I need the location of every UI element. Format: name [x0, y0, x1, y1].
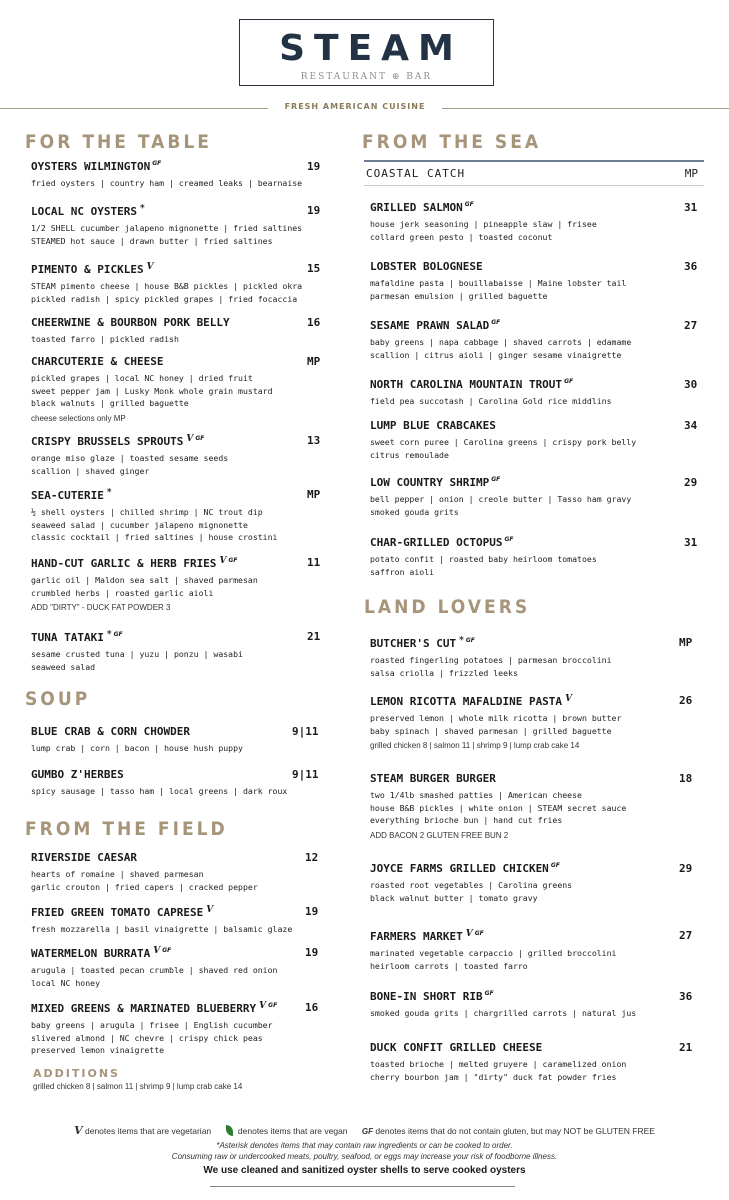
item-price: MP — [679, 636, 693, 649]
description-line: heirloom carrots | toasted farro — [370, 960, 528, 971]
description-line: arugula | toasted pecan crumble | shaved red onion — [31, 965, 278, 975]
vegan-leaf-icon — [226, 1125, 233, 1136]
item-name — [370, 772, 626, 785]
item-name-text: FRIED GREEN TOMATO CAPRESE — [31, 906, 204, 919]
description-line: baby greens | arugula | frisee | English cucumber — [31, 1020, 273, 1030]
vegetarian-icon: V — [74, 1124, 83, 1137]
item-price: 19 — [307, 204, 321, 217]
menu-item — [31, 630, 243, 673]
item-name — [31, 262, 302, 276]
raw-asterisk-icon: * — [106, 630, 112, 640]
description-line: marinated vegetable carpaccio | grilled broccolini — [370, 948, 617, 958]
item-name — [370, 862, 572, 875]
menu-item — [31, 768, 287, 798]
description-line: local NC honey — [31, 977, 101, 988]
gluten-free-icon: GF — [228, 557, 238, 564]
item-description — [31, 1019, 277, 1057]
description-line: pickled grapes | local NC honey | dried fruit — [31, 373, 253, 383]
item-price: 9|11 — [292, 768, 319, 781]
item-name — [31, 851, 258, 864]
additions-label: ADDITIONS — [33, 1067, 120, 1080]
item-description — [31, 506, 277, 544]
gluten-free-icon: GF — [504, 536, 514, 543]
item-description — [31, 964, 277, 989]
description-line: preserved lemon | whole milk ricotta | brown butter — [370, 713, 622, 723]
description-line: classic cocktail | fried saltines | house crostini — [31, 532, 278, 542]
logo-subtitle: RESTAURANT ⊕ BAR — [300, 72, 433, 82]
item-name-text: MIXED GREENS & MARINATED BLUEBERRY — [31, 1002, 257, 1015]
item-name-text: TUNA TATAKI — [31, 631, 104, 644]
description-line: everything brioche bun | hand cut fries — [370, 815, 563, 825]
item-description — [370, 1007, 636, 1020]
item-description — [370, 654, 612, 679]
item-name — [31, 355, 273, 368]
item-price: 21 — [307, 630, 321, 643]
item-name — [31, 556, 258, 570]
menu-item — [370, 636, 612, 679]
item-price: MP — [307, 488, 321, 501]
description-line: fresh mozzarella | basil vinaigrette | balsamic glaze — [31, 924, 293, 934]
gluten-free-icon: GF — [474, 930, 484, 937]
description-line: preserved lemon vinaigrette — [31, 1045, 165, 1055]
vegetarian-icon: V — [565, 694, 573, 704]
raw-asterisk-icon: * — [139, 204, 145, 214]
vegetarian-icon: V — [219, 556, 227, 566]
item-price: 29 — [684, 476, 698, 489]
description-line: baby spinach | shaved parmesan | grilled baguette — [370, 725, 612, 736]
item-price: 9|11 — [292, 725, 319, 738]
description-line: seaweed salad — [31, 661, 96, 672]
item-name — [370, 378, 612, 391]
item-name — [370, 536, 597, 549]
description-line: citrus remoulade — [370, 449, 449, 460]
item-description — [31, 923, 292, 936]
logo-box — [239, 19, 494, 86]
menu-item — [31, 204, 302, 247]
description-line: scallion | shaved ginger — [31, 465, 150, 476]
item-name — [31, 905, 292, 919]
description-line: orange miso glaze | toasted sesame seeds — [31, 453, 229, 463]
section-for-the-table: FOR THE TABLE — [25, 131, 212, 153]
item-description — [370, 712, 621, 737]
item-name-text: OYSTERS WILMINGTON — [31, 160, 151, 173]
item-description — [31, 648, 243, 673]
gluten-free-icon: GF — [361, 1127, 374, 1136]
legend-vegan-text: denotes items that are vegan — [237, 1126, 348, 1136]
item-name-text: GRILLED SALMON — [370, 201, 463, 214]
description-line: garlic oil | Maldon sea salt | shaved parmesan — [31, 575, 258, 585]
gluten-free-icon: GF — [465, 637, 475, 644]
section-land-lovers: LAND LOVERS — [364, 596, 531, 618]
menu-item — [370, 260, 626, 302]
description-line: saffron aioli — [370, 566, 435, 577]
section-soup: SOUP — [25, 688, 91, 710]
item-note: cheese selections only MP — [31, 413, 126, 423]
description-line: ½ shell oysters | chilled shrimp | NC trout dip — [31, 507, 263, 517]
item-price: 36 — [679, 990, 693, 1003]
item-name — [370, 201, 597, 214]
legend-vegetarian-text: denotes items that are vegetarian — [84, 1126, 212, 1136]
section-from-the-sea: FROM THE SEA — [362, 131, 542, 153]
menu-item — [31, 488, 277, 544]
divider — [0, 108, 268, 109]
divider — [210, 1186, 515, 1187]
item-name — [370, 419, 636, 432]
asterisk-note: *Asterisk denotes items that may contain raw ingredients or can be cooked to order. — [216, 1141, 513, 1150]
description-line: scallion | citrus aioli | ginger sesame vinaigrette — [370, 349, 622, 360]
vegetarian-icon: V — [153, 946, 161, 956]
item-name — [31, 1001, 277, 1015]
description-line: smoked gouda grits — [370, 506, 459, 517]
vegetarian-icon: V — [259, 1001, 267, 1011]
item-name-text: NORTH CAROLINA MOUNTAIN TROUT — [370, 378, 563, 391]
item-name — [370, 929, 616, 943]
item-name — [370, 990, 636, 1003]
description-line: STEAM pimento cheese | house B&B pickles | pickled okra — [31, 281, 303, 291]
item-name — [370, 319, 631, 332]
item-name — [370, 476, 631, 489]
coastal-catch-label: COASTAL CATCH — [366, 167, 466, 180]
item-name-text: CHEERWINE & BOURBON PORK BELLY — [31, 316, 230, 329]
item-description — [31, 280, 302, 305]
item-name-text: BUTCHER'S CUT — [370, 637, 457, 650]
description-line: hearts of romaine | shaved parmesan — [31, 869, 204, 879]
description-line: sweet corn puree | Carolina greens | crispy pork belly — [370, 437, 637, 447]
item-price: 12 — [305, 851, 319, 864]
item-name-text: RIVERSIDE CAESAR — [31, 851, 137, 864]
description-line: 1/2 SHELL cucumber jalapeno mignonette | fried saltines — [31, 223, 303, 233]
gluten-free-icon: GF — [113, 631, 123, 638]
item-description — [370, 218, 597, 243]
item-name-text: STEAM BURGER BURGER — [370, 772, 496, 785]
item-name-text: SESAME PRAWN SALAD — [370, 319, 490, 332]
item-description — [370, 336, 631, 361]
menu-item — [370, 862, 572, 904]
description-line: salsa criolla | frizzled leeks — [370, 667, 518, 678]
item-price: 18 — [679, 772, 693, 785]
item-description — [370, 789, 626, 827]
item-description — [370, 879, 572, 904]
item-name-text: LOW COUNTRY SHRIMP — [370, 476, 490, 489]
item-name — [31, 488, 277, 502]
item-name — [370, 260, 626, 273]
description-line: spicy sausage | tasso ham | local greens | dark roux — [31, 786, 288, 796]
item-name — [31, 725, 243, 738]
gluten-free-icon: GF — [268, 1002, 278, 1009]
gluten-free-icon: GF — [464, 201, 474, 208]
description-line: smoked gouda grits | chargrilled carrots | natural jus — [370, 1008, 637, 1018]
description-line: house jerk seasoning | pineapple slaw | frisee — [370, 219, 597, 229]
item-name-text: SEA-CUTERIE — [31, 489, 104, 502]
item-price: 21 — [679, 1041, 693, 1054]
description-line: bell pepper | onion | creole butter | Tasso ham gravy — [370, 494, 632, 504]
item-name-text: LEMON RICOTTA MAFALDINE PASTA — [370, 695, 563, 708]
item-name-text: LOCAL NC OYSTERS — [31, 205, 137, 218]
vegetarian-icon: V — [206, 905, 214, 915]
item-price: 31 — [684, 201, 698, 214]
description-line: garlic crouton | fried capers | cracked pepper — [31, 881, 258, 892]
vegetarian-icon: V — [146, 262, 154, 272]
item-description — [370, 436, 636, 461]
description-line: parmesan emulsion | grilled baguette — [370, 290, 548, 301]
item-price: 19 — [305, 905, 319, 918]
item-name — [31, 434, 228, 448]
item-name-text: PIMENTO & PICKLES — [31, 263, 144, 276]
menu-item — [370, 319, 631, 361]
item-name — [31, 946, 277, 960]
item-name — [31, 316, 230, 329]
item-description — [31, 742, 243, 755]
item-name-text: DUCK CONFIT GRILLED CHEESE — [370, 1041, 543, 1054]
item-price: 27 — [679, 929, 693, 942]
description-line: roasted root vegetables | Carolina greens — [370, 880, 573, 890]
menu-item — [370, 536, 597, 578]
item-name — [31, 160, 302, 173]
gluten-free-icon: GF — [491, 319, 501, 326]
description-line: two 1/4lb smashed patties | American cheese — [370, 790, 582, 800]
menu-item — [31, 725, 243, 755]
description-line: STEAMED hot sauce | drawn butter | fried saltines — [31, 235, 273, 246]
item-name-text: LUMP BLUE CRABCAKES — [370, 419, 496, 432]
coastal-catch-rule — [364, 160, 704, 162]
item-description — [31, 372, 273, 410]
item-price: 11 — [307, 556, 321, 569]
coastal-catch-price: MP — [684, 167, 698, 180]
vegetarian-icon: V — [465, 929, 473, 939]
menu-item — [31, 905, 292, 936]
item-price: MP — [307, 355, 321, 368]
item-note: ADD BACON 2 GLUTEN FREE BUN 2 — [370, 830, 509, 840]
item-description — [31, 333, 230, 346]
item-name — [31, 204, 302, 218]
item-description — [370, 277, 626, 302]
item-name-text: FARMERS MARKET — [370, 930, 463, 943]
item-price: 19 — [305, 946, 319, 959]
foodborne-warning: Consuming raw or undercooked meats, poultry, seafood, or eggs may increase your risk of foodborne illness. — [171, 1152, 558, 1161]
item-description — [370, 1058, 626, 1083]
item-price: 29 — [679, 862, 693, 875]
description-line: roasted fingerling potatoes | parmesan broccolini — [370, 655, 612, 665]
item-name-text: CHAR-GRILLED OCTOPUS — [370, 536, 503, 549]
gluten-free-icon: GF — [484, 990, 494, 997]
description-line: black walnuts | grilled baguette — [31, 398, 189, 408]
gluten-free-icon: GF — [162, 947, 172, 954]
description-line: field pea succotash | Carolina Gold rice middlins — [370, 396, 612, 406]
description-line: cherry bourbon jam | "dirty" duck fat powder fries — [370, 1071, 617, 1082]
description-line: potato confit | roasted baby heirloom tomatoes — [370, 554, 597, 564]
description-line: slivered almond | NC chevre | crispy chick peas — [31, 1032, 263, 1043]
item-name-text: LOBSTER BOLOGNESE — [370, 260, 483, 273]
gluten-free-icon: GF — [491, 476, 501, 483]
menu-item — [370, 201, 597, 243]
description-line: fried oysters | country ham | creamed leaks | bearnaise — [31, 178, 303, 188]
menu-item — [370, 1041, 626, 1083]
item-name-text: GUMBO Z'HERBES — [31, 768, 124, 781]
item-price: 13 — [307, 434, 321, 447]
item-description — [31, 452, 228, 477]
item-price: 16 — [305, 1001, 319, 1014]
description-line: lump crab | corn | bacon | house hush puppy — [31, 743, 243, 753]
item-name — [370, 636, 612, 650]
description-line: seaweed salad | cucumber jalapeno mignonette — [31, 519, 248, 530]
description-line: toasted farro | pickled radish — [31, 334, 179, 344]
menu-item — [31, 355, 273, 423]
menu-item — [31, 851, 258, 893]
item-price: 19 — [307, 160, 321, 173]
item-name — [370, 1041, 626, 1054]
gluten-free-icon: GF — [152, 160, 162, 167]
item-description — [31, 574, 258, 599]
menu-item — [370, 476, 631, 518]
menu-item — [370, 378, 612, 408]
gluten-free-icon: GF — [550, 862, 560, 869]
tagline: FRESH AMERICAN CUISINE — [284, 102, 426, 111]
item-note: ADD "DIRTY" - DUCK FAT POWDER 3 — [31, 603, 171, 612]
menu-item — [370, 419, 636, 461]
item-description — [31, 868, 258, 893]
item-description — [370, 493, 631, 518]
legend — [0, 1124, 729, 1137]
item-description — [31, 177, 302, 190]
menu-item — [31, 556, 258, 612]
item-description — [370, 395, 612, 408]
description-line: black walnut butter | tomato gravy — [370, 892, 538, 903]
item-name-text: HAND-CUT GARLIC & HERB FRIES — [31, 557, 217, 570]
menu-item — [370, 990, 636, 1020]
item-price: 36 — [684, 260, 698, 273]
logo: STEAM — [279, 28, 463, 69]
item-price: 30 — [684, 378, 698, 391]
gluten-free-icon: GF — [195, 435, 205, 442]
item-name-text: WATERMELON BURRATA — [31, 947, 151, 960]
description-line: pickled radish | spicy pickled grapes | fried focaccia — [31, 293, 298, 304]
item-name-text: BONE-IN SHORT RIB — [370, 990, 483, 1003]
menu-item — [31, 262, 302, 305]
item-price: 16 — [307, 316, 321, 329]
item-price: 27 — [684, 319, 698, 332]
menu-item — [31, 316, 230, 346]
raw-asterisk-icon: * — [106, 488, 112, 498]
menu-item — [370, 772, 626, 840]
menu-item — [31, 160, 302, 190]
item-description — [370, 947, 616, 972]
item-name-text: JOYCE FARMS GRILLED CHICKEN — [370, 862, 549, 875]
item-description — [31, 222, 302, 247]
divider — [442, 108, 729, 109]
description-line: toasted brioche | melted gruyere | caramelized onion — [370, 1059, 627, 1069]
item-price: 15 — [307, 262, 321, 275]
description-line: sesame crusted tuna | yuzu | ponzu | wasabi — [31, 649, 243, 659]
menu-item — [370, 694, 621, 750]
description-line: collard green pesto | toasted coconut — [370, 231, 553, 242]
legend-gf-text: denotes items that do not contain gluten, but may NOT be GLUTEN FREE — [375, 1126, 655, 1136]
raw-asterisk-icon: * — [459, 636, 464, 646]
menu-item — [31, 1001, 277, 1057]
menu-item — [31, 434, 228, 477]
item-description — [370, 553, 597, 578]
item-price: 34 — [684, 419, 698, 432]
item-name — [31, 768, 287, 781]
description-line: house B&B pickles | white onion | STEAM secret sauce — [370, 802, 627, 813]
coastal-catch-row — [364, 164, 704, 186]
item-price: 31 — [684, 536, 698, 549]
item-name-text: BLUE CRAB & CORN CHOWDER — [31, 725, 190, 738]
item-note: grilled chicken 8 | salmon 11 | shrimp 9 | lump crab cake 14 — [370, 741, 580, 750]
description-line: mafaldine pasta | bouillabaisse | Maine lobster tail — [370, 278, 627, 288]
item-name — [31, 630, 243, 644]
gluten-free-icon: GF — [564, 378, 574, 385]
item-name-text: CRISPY BRUSSELS SPROUTS — [31, 435, 184, 448]
item-price: 26 — [679, 694, 693, 707]
vegetarian-icon: V — [186, 434, 194, 444]
description-line: crumbled herbs | roasted garlic aioli — [31, 587, 214, 598]
oyster-note: We use cleaned and sanitized oyster shells to serve cooked oysters — [203, 1165, 526, 1176]
item-name-text: CHARCUTERIE & CHEESE — [31, 355, 164, 368]
section-from-the-field: FROM THE FIELD — [25, 818, 228, 840]
description-line: baby greens | napa cabbage | shaved carrots | edamame — [370, 337, 632, 347]
menu-item — [370, 929, 616, 972]
menu-item — [31, 946, 277, 989]
item-description — [31, 785, 287, 798]
description-line: sweet pepper jam | Lusky Monk whole grain mustard — [31, 385, 273, 396]
item-name — [370, 694, 621, 708]
additions-text: grilled chicken 8 | salmon 11 | shrimp 9 | lump crab cake 14 — [33, 1082, 243, 1091]
